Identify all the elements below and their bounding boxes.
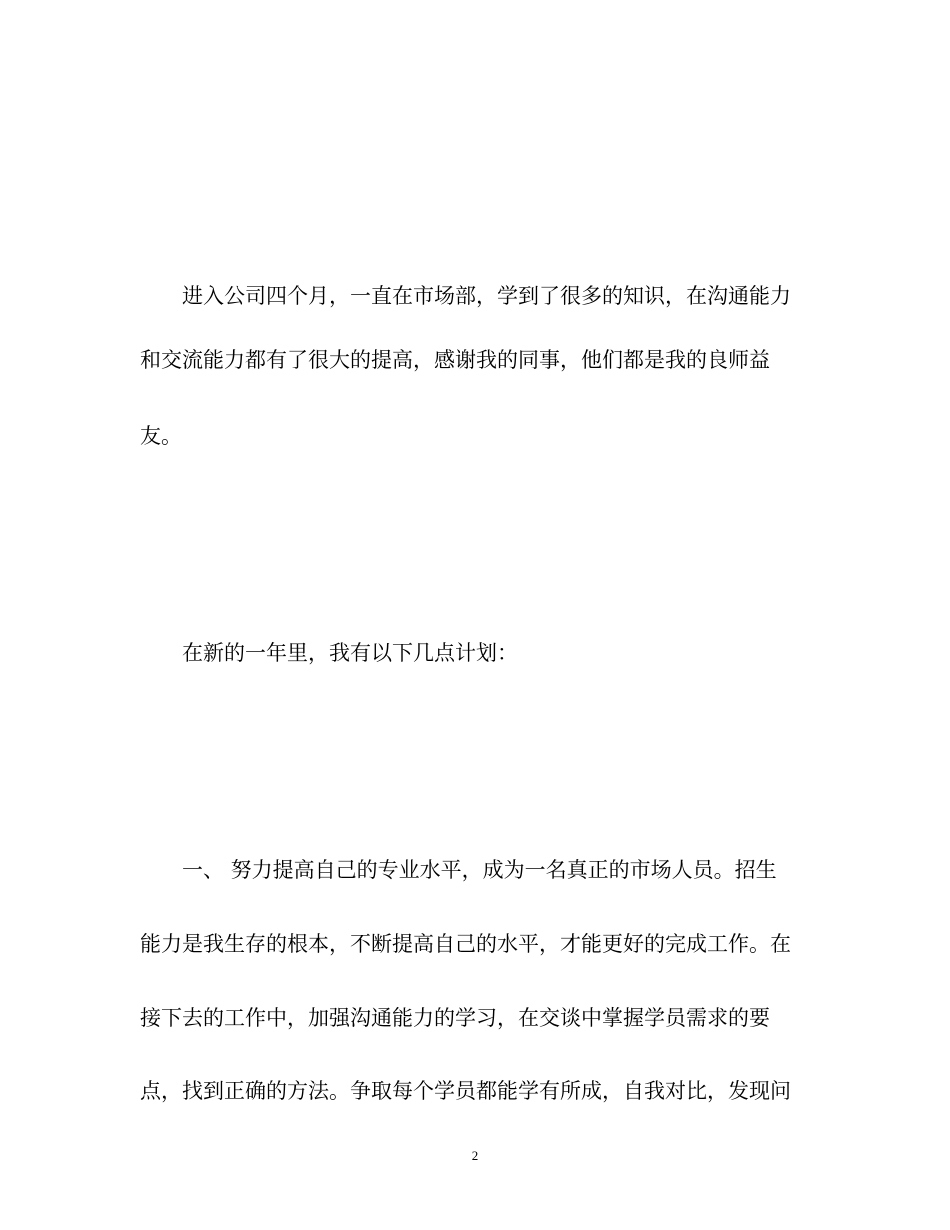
paragraph-line: 一、 努力提高自己的专业水平，成为一名真正的市场人员。招生 xyxy=(182,858,777,882)
paragraph-line: 进入公司四个月，一直在市场部，学到了很多的知识，在沟通能力 xyxy=(182,284,791,308)
paragraph-line: 接下去的工作中，加强沟通能力的学习，在交谈中掌握学员需求的要 xyxy=(140,1006,770,1030)
paragraph-line: 友。 xyxy=(140,424,182,448)
paragraph-line: 在新的一年里，我有以下几点计划： xyxy=(182,641,518,665)
paragraph-line: 点，找到正确的方法。争取每个学员都能学有所成，自我对比，发现问 xyxy=(140,1079,791,1103)
paragraph-line: 能力是我生存的根本，不断提高自己的水平，才能更好的完成工作。在 xyxy=(140,932,791,956)
page-number: 2 xyxy=(471,1148,479,1163)
paragraph-line: 和交流能力都有了很大的提高，感谢我的同事，他们都是我的良师益 xyxy=(140,348,770,372)
